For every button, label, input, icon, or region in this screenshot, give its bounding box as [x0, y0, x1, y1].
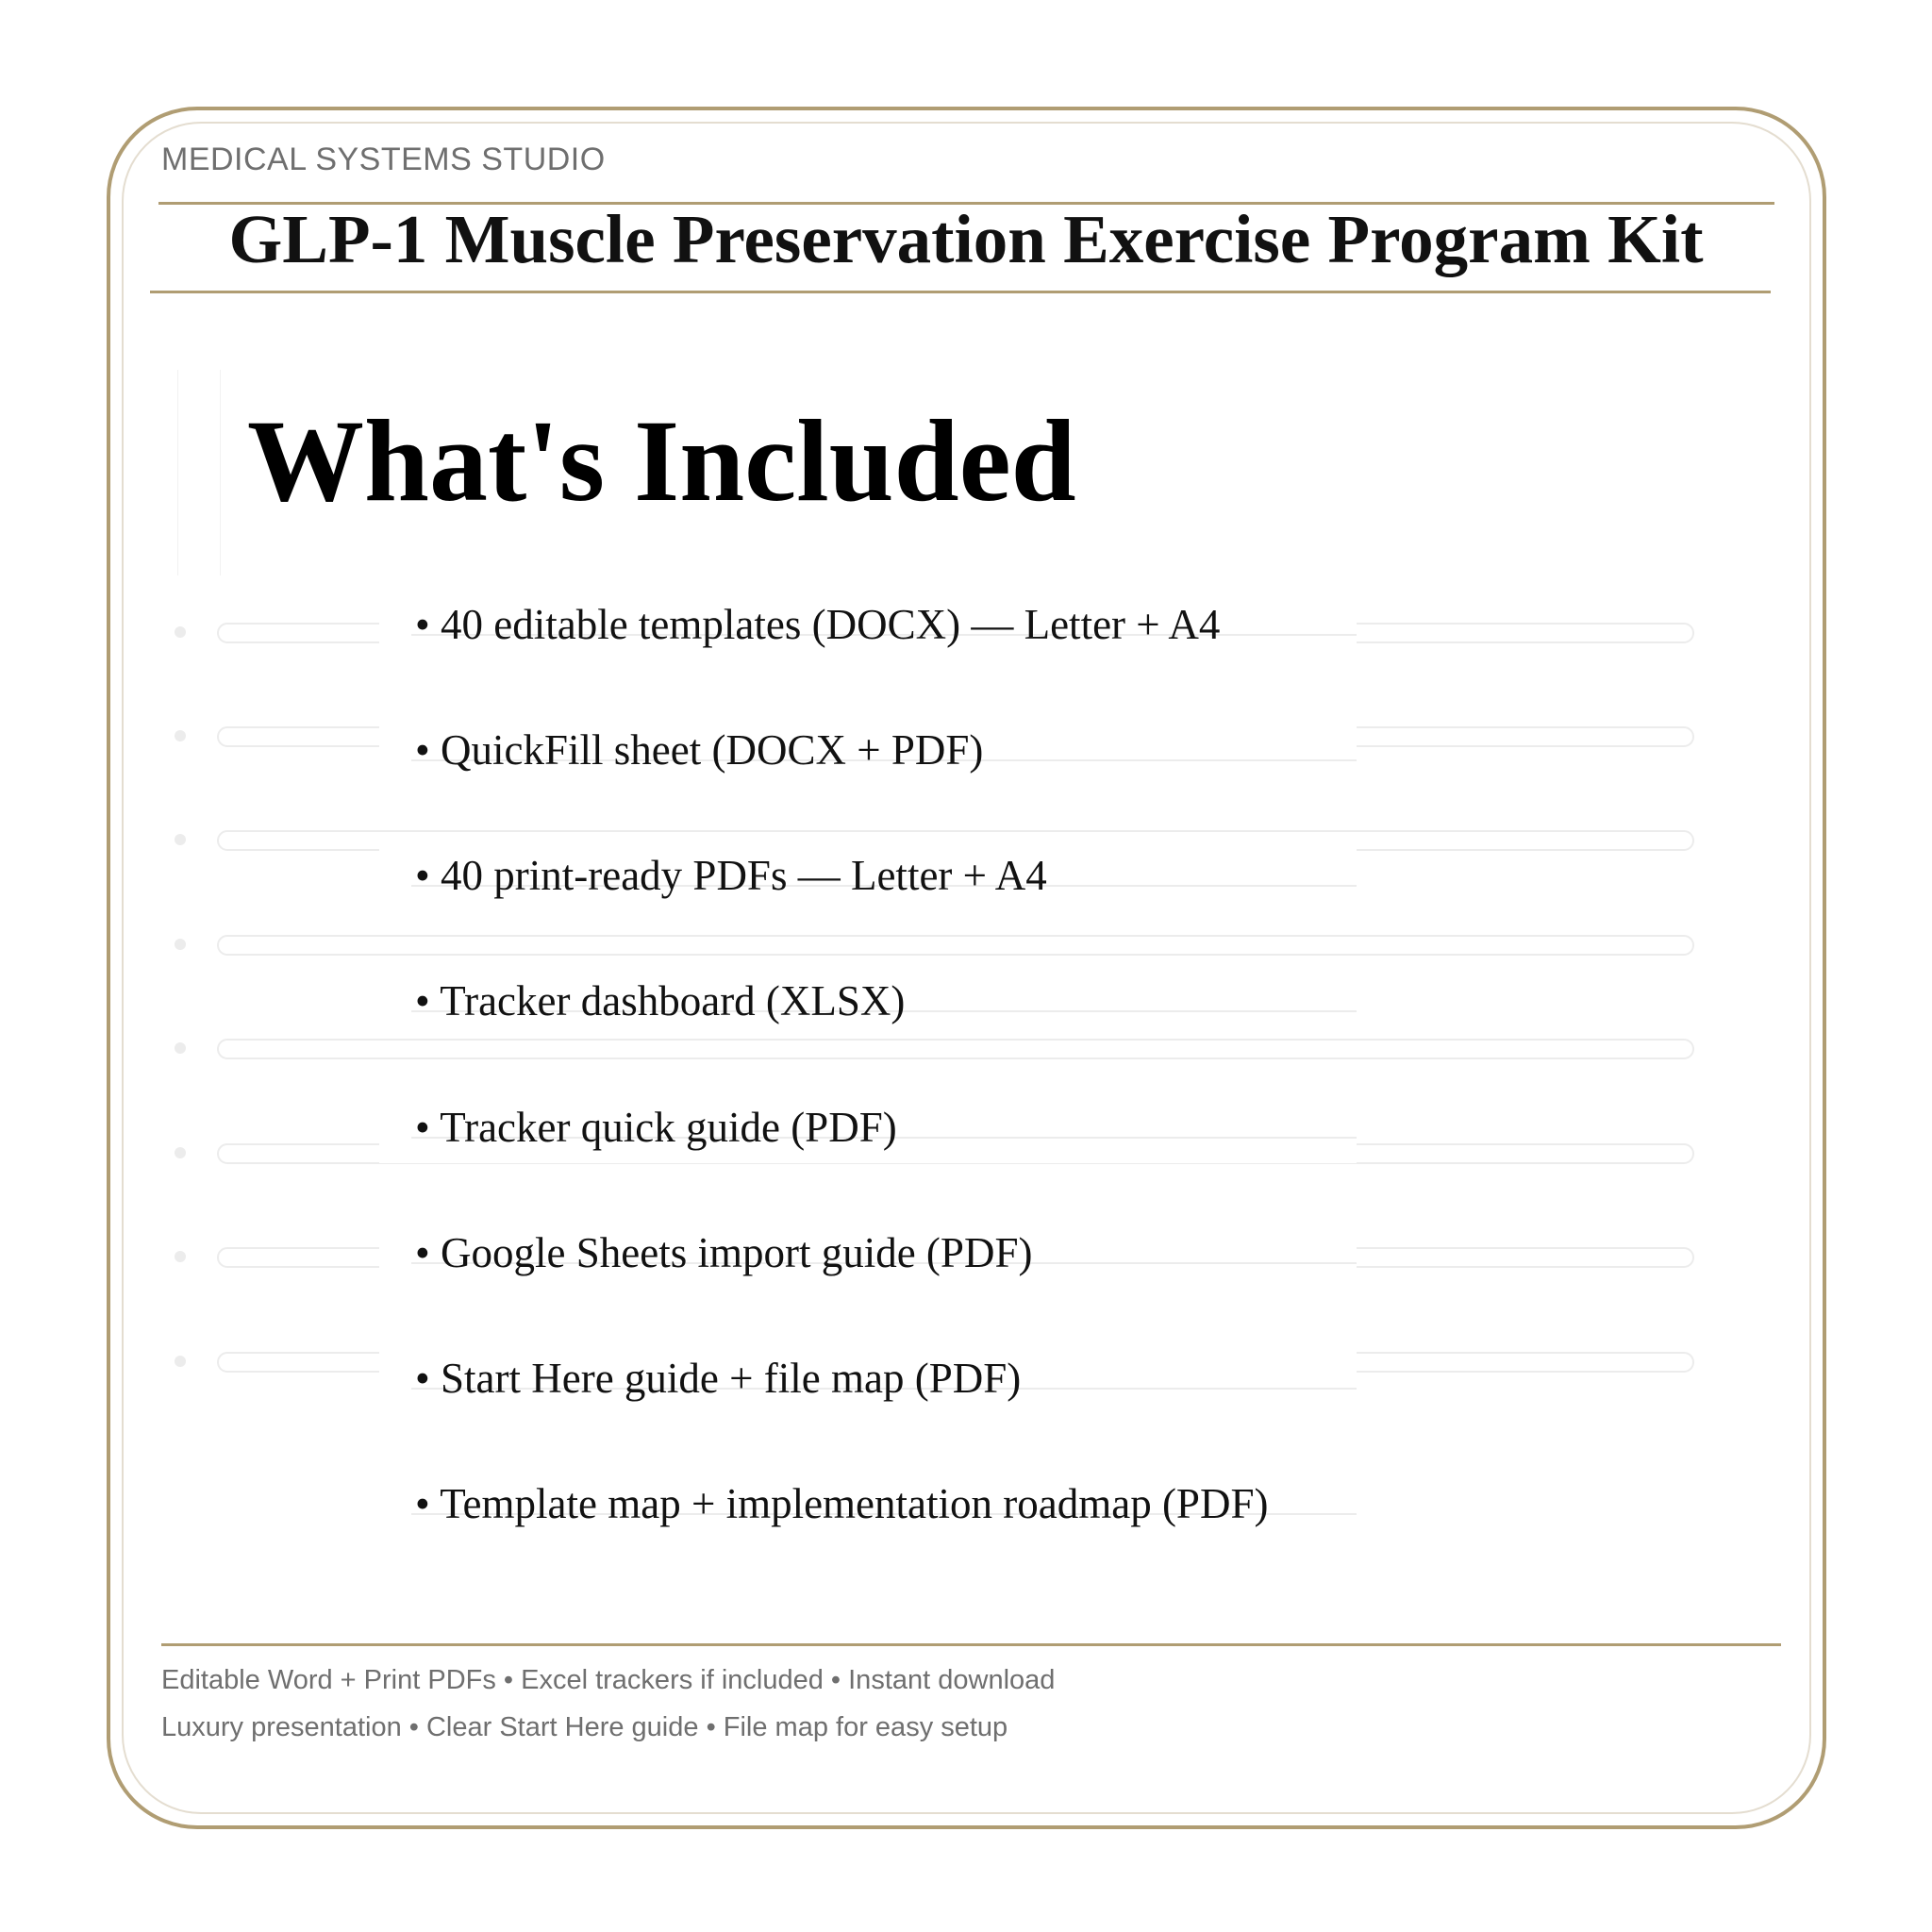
card-inner-border [122, 122, 1811, 1814]
ghost-dot [175, 1356, 186, 1367]
ghost-dot [175, 1251, 186, 1262]
list-item: • Google Sheets import guide (PDF) [415, 1229, 1033, 1276]
ghost-dot [175, 939, 186, 950]
brand-label: MEDICAL SYSTEMS STUDIO [161, 142, 606, 177]
list-item: • 40 editable templates (DOCX) — Letter + A4 [415, 601, 1221, 648]
ghost-dot [175, 1042, 186, 1054]
list-item: • Tracker dashboard (XLSX) [415, 977, 906, 1024]
ghost-panel [177, 370, 221, 575]
list-item: • 40 print-ready PDFs — Letter + A4 [415, 852, 1047, 899]
footer-rule [161, 1643, 1781, 1646]
list-item: • QuickFill sheet (DOCX + PDF) [415, 726, 984, 774]
footer-line-2: Luxury presentation • Clear Start Here guide • File map for easy setup [161, 1712, 1008, 1742]
ghost-dot [175, 1147, 186, 1158]
section-title: What's Included [247, 396, 1076, 525]
kit-title: GLP-1 Muscle Preservation Exercise Program Kit [228, 201, 1704, 277]
ghost-dot [175, 730, 186, 741]
list-item: • Start Here guide + file map (PDF) [415, 1355, 1022, 1402]
title-rule-bottom [150, 291, 1771, 293]
ghost-bar [217, 935, 1694, 956]
footer-line-1: Editable Word + Print PDFs • Excel trackers if included • Instant download [161, 1665, 1056, 1695]
list-item: • Template map + implementation roadmap (PDF) [415, 1480, 1269, 1527]
ghost-dot [175, 626, 186, 638]
ghost-bar [217, 1039, 1694, 1059]
list-item: • Tracker quick guide (PDF) [415, 1104, 897, 1151]
ghost-dot [175, 834, 186, 845]
